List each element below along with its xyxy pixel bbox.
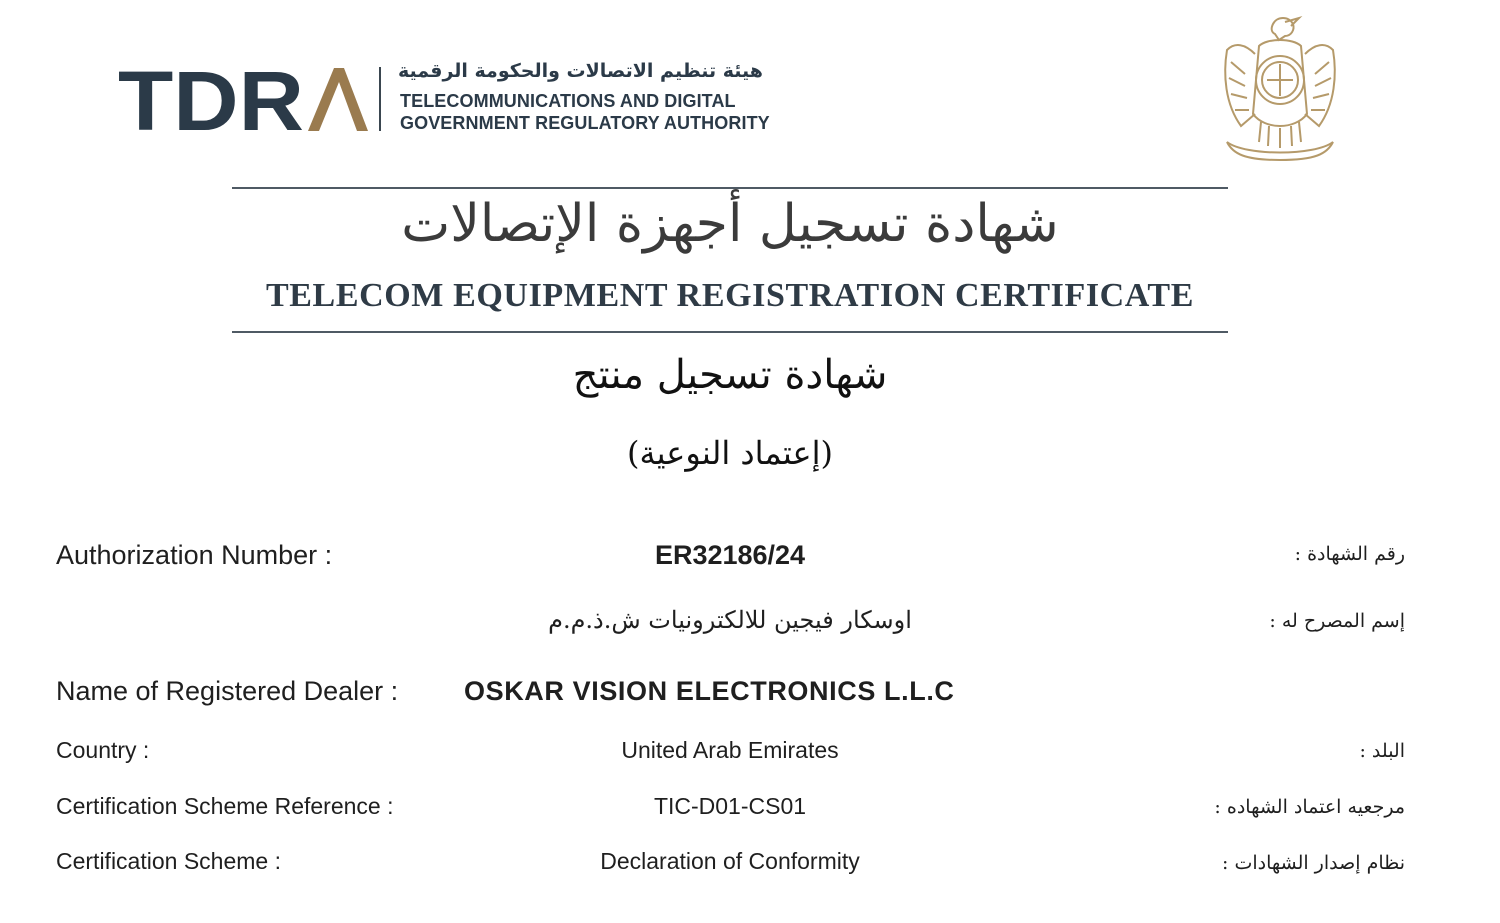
country-label: Country : (56, 737, 150, 763)
title-rule-top (232, 187, 1228, 189)
uae-emblem-icon (1215, 14, 1345, 164)
authority-name-english-line2: GOVERNMENT REGULATORY AUTHORITY (400, 113, 770, 133)
scheme-value: Declaration of Conformity (600, 848, 860, 874)
authorization-number-label-arabic: رقم الشهادة : (1294, 543, 1405, 565)
tdra-logo-mark (118, 60, 368, 138)
product-registration-subtitle-arabic: شهادة تسجيل منتج (572, 352, 888, 398)
scheme-reference-value: TIC-D01-CS01 (653, 793, 807, 819)
registered-dealer-label: Name of Registered Dealer : (56, 676, 399, 706)
logo-divider (379, 67, 381, 131)
registered-dealer-value-arabic: اوسكار فيجين للالكترونيات ش.ذ.م.م (548, 606, 912, 634)
authority-name-arabic: هيئة تنظيم الاتصالات والحكومة الرقمية (398, 60, 763, 82)
scheme-reference-label-arabic: مرجعيه اعتماد الشهاده : (1214, 796, 1405, 818)
authorization-number-label: Authorization Number : (56, 540, 333, 570)
registered-dealer-value: OSKAR VISION ELECTRONICS L.L.C (464, 676, 955, 706)
tdra-logo (118, 60, 368, 138)
scheme-label: Certification Scheme : (56, 848, 281, 874)
country-value: United Arab Emirates (621, 737, 839, 763)
registered-dealer-label-arabic: إسم المصرح له : (1269, 610, 1405, 632)
certificate-title-english: TELECOM EQUIPMENT REGISTRATION CERTIFICATE (266, 277, 1194, 314)
scheme-label-arabic: نظام إصدار الشهادات : (1222, 852, 1405, 874)
certificate-title-arabic: شهادة تسجيل أجهزة الإتصالات (401, 194, 1059, 254)
type-approval-subtitle-arabic: (إعتماد النوعية) (626, 434, 833, 472)
authorization-number-value: ER32186/24 (654, 540, 806, 570)
title-rule-bottom (232, 331, 1228, 333)
authority-name-english-line1: TELECOMMUNICATIONS AND DIGITAL (400, 91, 736, 111)
country-label-arabic: البلد : (1359, 740, 1405, 762)
scheme-reference-label: Certification Scheme Reference : (56, 793, 394, 819)
svg-text:TDR: TDR (118, 60, 304, 138)
